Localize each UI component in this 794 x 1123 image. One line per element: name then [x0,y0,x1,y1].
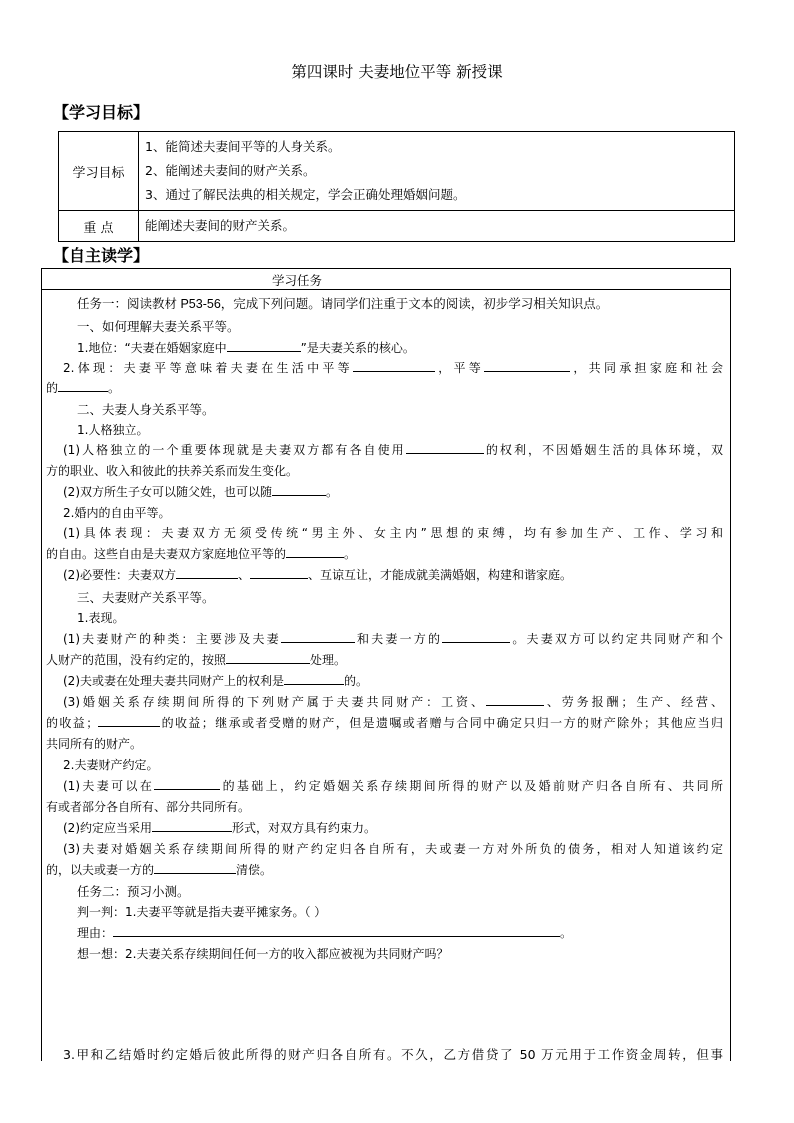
blank[interactable] [281,631,355,643]
line-agreement-2: (2)约定应当采用 形式，对双方具有约束力。 [63,821,377,835]
line-property-3-cont: 的收益； 的收益；继承或者受赠的财产，但是遗嘱或者赠与合同中确定只归一方的财产除外；其他应当归 [46,716,723,730]
blank[interactable] [227,340,301,352]
goal-item: 1、能简述夫妻间平等的人身关系。 [145,139,341,154]
line-property-2: (2)夫或妻在处理夫妻共同财产上的权利是 的。 [63,674,369,688]
blank[interactable] [226,652,310,664]
blank[interactable] [98,715,160,727]
goal-item: 3、通过了解民法典的相关规定，学会正确处理婚姻问题。 [145,187,466,202]
line-personality-1-cont: 方的职业、收入和彼此的扶养关系而发生变化。 [46,464,299,478]
line-property-1: (1)夫妻财产的种类：主要涉及夫妻 和夫妻一方的 。夫妻双方可以约定共同财产和个 [63,632,723,646]
line-agreement-1-cont: 有或者部分各自所有、部分共同所有。 [46,800,251,814]
blank[interactable] [353,360,435,372]
key-label: 重 点 [59,211,139,242]
line-freedom-2: (2)必要性：夫妻双方 、 、互谅互让，才能成就美满婚姻，构建和谐家庭。 [63,568,573,582]
blank[interactable] [486,694,544,706]
task-header-label: 学习任务 [272,273,323,288]
section-heading: 一、如何理解夫妻关系平等。 [77,319,240,334]
blank[interactable] [484,360,570,372]
section-heading: 二、夫妻人身关系平等。 [77,402,215,417]
goals-row [59,132,735,211]
reading-heading: 【自主读学】 [53,246,150,265]
task-one-title: 任务一：阅读教材 P53-56，完成下列问题。请同学们注重于文本的阅读，初步学习相关知识点。 [77,297,609,311]
line-manifestation-cont: 的 。 [46,381,121,395]
sub-heading: 2.夫妻财产约定。 [63,758,159,772]
line-property-1-cont: 人财产的范围，没有约定的，按照 处理。 [46,653,347,667]
section-heading: 三、夫妻财产关系平等。 [77,590,215,605]
think-question: 想一想：2.夫妻关系存续期间任何一方的收入都应被视为共同财产吗？ [77,947,449,961]
goal-item: 2、能阐述夫妻间的财产关系。 [145,163,316,178]
reason-line: 理由： 。 [77,926,573,940]
line-status: 1.地位：“夫妻在婚姻家庭中 ”是夫妻关系的核心。 [77,341,415,355]
judge-question: 判一判：1.夫妻平等就是指夫妻平摊家务。（ ） [77,905,327,919]
line-agreement-3: (3)夫妻对婚姻关系存续期间所得的财产约定归各自所有，夫或妻一方对外所负的债务，相对人知道该约定 [63,842,723,856]
goals-heading: 【学习目标】 [53,103,150,122]
key-row [59,211,735,242]
blank[interactable] [176,567,238,579]
blank[interactable] [58,380,108,392]
case-question: 3.甲和乙结婚时约定婚后彼此所得的财产归各自所有。不久，乙方借贷了 50 万元用于工作资金周转，但事 [63,1047,723,1062]
task-two-title: 任务二：预习小测。 [77,885,190,899]
sub-heading: 2.婚内的自由平等。 [63,506,171,520]
blank[interactable] [154,862,236,874]
sub-heading: 1.表现。 [77,611,125,625]
line-freedom-1-cont: 的自由。这些自由是夫妻双方家庭地位平等的 。 [46,547,357,561]
blank[interactable] [442,631,510,643]
sub-heading: 1.人格独立。 [77,423,149,437]
blank[interactable] [284,673,344,685]
key-content: 能阐述夫妻间的财产关系。 [139,211,735,242]
goals-table [58,131,735,242]
line-freedom-1: (1)具体表现：夫妻双方无须受传统“男主外、女主内”思想的束缚，均有参加生产、工作、学习和 [63,526,723,540]
line-manifestation: 2.体现：夫妻平等意味着夫妻在生活中平等 ，平等 ，共同承担家庭和社会 [63,361,723,375]
task-box-header [42,269,730,290]
blank[interactable] [286,546,344,558]
blank[interactable] [154,778,220,790]
blank[interactable] [250,567,308,579]
line-property-3-end: 共同所有的财产。 [46,737,143,751]
blank[interactable] [272,484,326,496]
blank[interactable] [406,442,484,454]
line-agreement-1: (1)夫妻可以在 的基础上，约定婚姻关系存续期间所得的财产以及婚前财产归各自所有、共同所 [63,779,723,793]
blank[interactable] [152,820,232,832]
line-personality-2: (2)双方所生子女可以随父姓，也可以随 。 [63,485,339,499]
line-personality-1: (1)人格独立的一个重要体现就是夫妻双方都有各自使用 的权利，不因婚姻生活的具体环境，双 [63,443,723,457]
page-title: 第四课时 夫妻地位平等 新授课 [291,63,503,81]
goals-content [139,132,735,211]
line-agreement-3-cont: 的，以夫或妻一方的 清偿。 [46,863,273,877]
goals-label: 学习目标 [59,132,139,211]
reason-blank[interactable] [113,925,560,937]
line-property-3: (3)婚姻关系存续期间所得的下列财产属于夫妻共同财产：工资、 、劳务报酬；生产、经营、 [63,695,723,709]
